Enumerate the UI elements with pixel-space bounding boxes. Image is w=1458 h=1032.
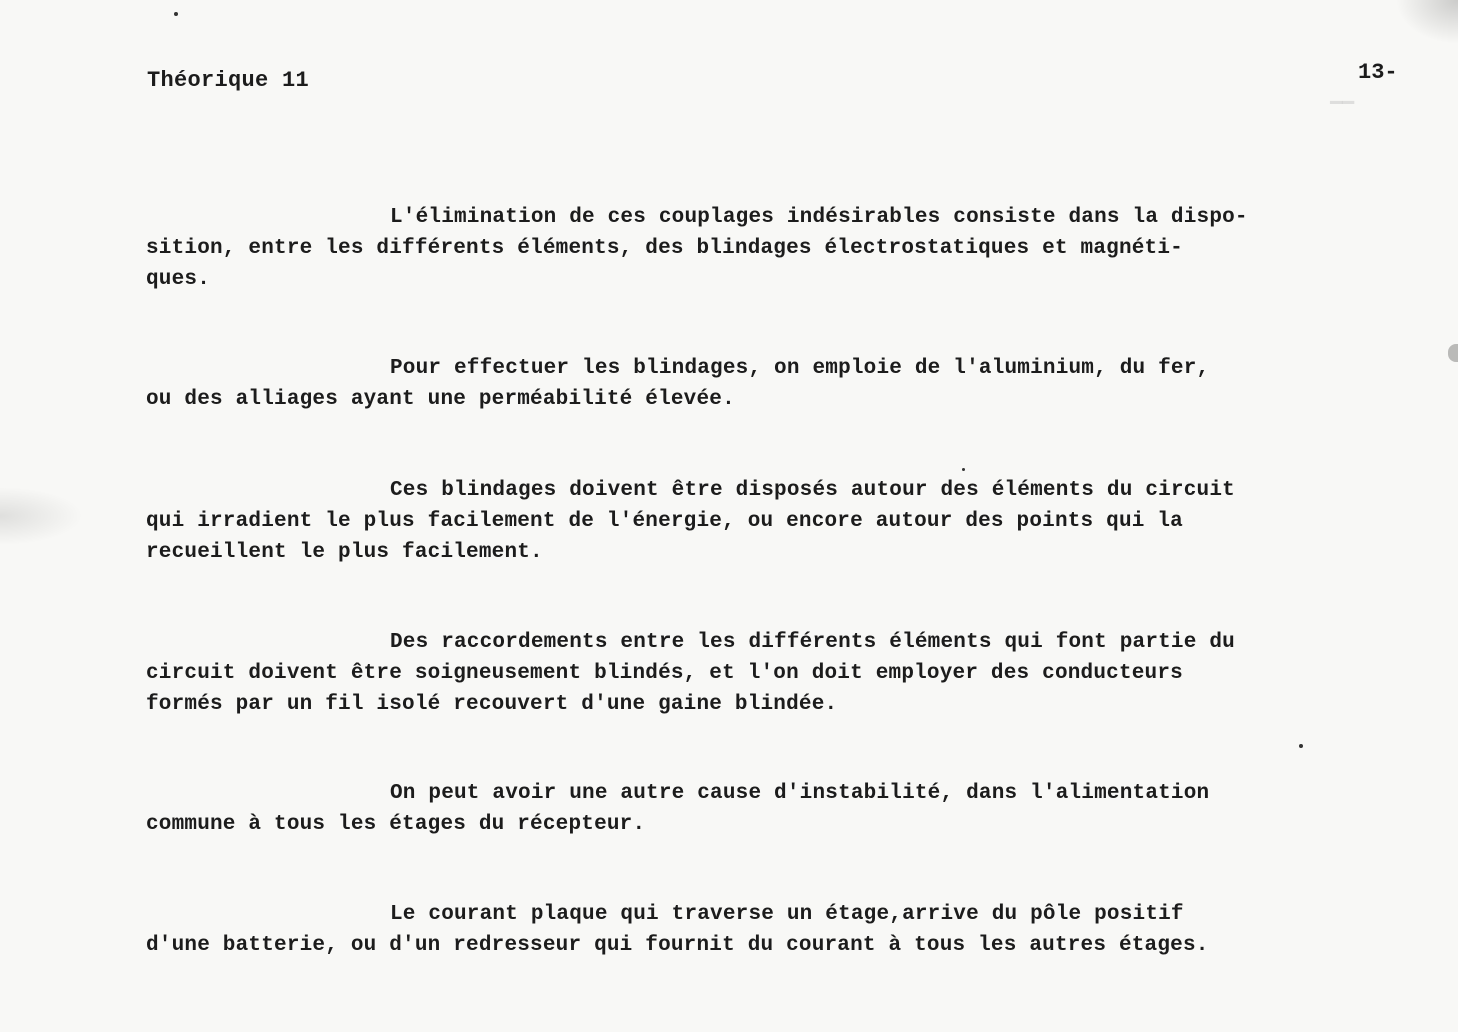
paragraph-line: ou des alliages ayant une perméabilité élevée.: [146, 388, 735, 411]
paragraph-6: [146, 899, 1436, 961]
paragraph-line: Pour effectuer les blindages, on emploie de l'aluminium, du fer,: [390, 357, 1210, 380]
scan-edge-mark: [1448, 344, 1458, 362]
page-header-title: Théorique 11: [147, 68, 310, 93]
paragraph-line: formés par un fil isolé recouvert d'une gaine blindée.: [146, 693, 838, 716]
paragraph-4: [146, 627, 1436, 720]
paragraph-2: [146, 353, 1436, 415]
paragraph-line: recueillent le plus facilement.: [146, 541, 543, 564]
dust-speck: [962, 468, 965, 471]
paragraph-line: ques.: [146, 268, 211, 291]
paragraph-3: [146, 475, 1436, 568]
dust-speck: [1299, 744, 1303, 748]
paragraph-line: On peut avoir une autre cause d'instabilité, dans l'alimentation: [390, 782, 1210, 805]
paragraph-line: commune à tous les étages du récepteur.: [146, 813, 646, 836]
bleed-through-artifact: ▁▁: [1330, 83, 1355, 106]
paragraph-line: sition, entre les différents éléments, des blindages électrostatiques et magnéti-: [146, 237, 1183, 260]
paragraph-line: L'élimination de ces couplages indésirables consiste dans la dispo-: [390, 206, 1248, 229]
paragraph-1: [146, 202, 1436, 295]
paragraph-line: d'une batterie, ou d'un redresseur qui fournit du courant à tous les autres étages.: [146, 934, 1209, 957]
paragraph-5: [146, 778, 1436, 840]
paragraph-line: qui irradient le plus facilement de l'énergie, ou encore autour des points qui la: [146, 510, 1183, 533]
paragraph-line: Ces blindages doivent être disposés autour des éléments du circuit: [390, 479, 1235, 502]
dust-speck: [174, 12, 178, 16]
paragraph-line: Des raccordements entre les différents éléments qui font partie du: [390, 631, 1235, 654]
page-number: 13-: [1358, 60, 1398, 85]
paragraph-line: circuit doivent être soigneusement blindés, et l'on doit employer des conducteurs: [146, 662, 1183, 685]
paragraph-line: Le courant plaque qui traverse un étage,arrive du pôle positif: [390, 903, 1184, 926]
